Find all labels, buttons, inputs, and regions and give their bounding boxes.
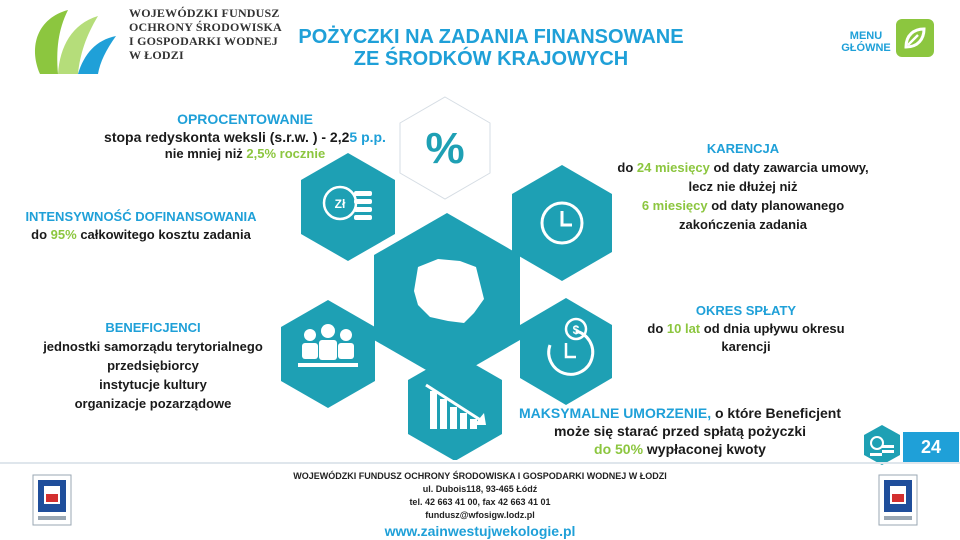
coin-stack-hex-icon (860, 423, 904, 467)
karencja-heading: KARENCJA (706, 141, 780, 156)
oprocentowanie-block (80, 110, 410, 162)
intensywnosc-line: do 95% całkowitego kosztu zadania (31, 227, 251, 242)
oprocentowanie-line2: nie mniej niż 2,5% rocznie (164, 146, 326, 161)
chart-hex (408, 353, 502, 460)
leaf-icon (896, 19, 934, 57)
org-name-logo: WOJEWÓDZKI FUNDUSZ OCHRONY ŚRODOWISKA I GOSPODARKI WODNEJ W ŁODZI (129, 6, 282, 62)
footer-phone: tel. 42 663 41 00, fax 42 663 41 01 (409, 497, 551, 507)
page-number: 24 (903, 432, 959, 462)
footer-address: ul. Dubois118, 93-465 Łódź (422, 484, 538, 494)
footer-divider (0, 462, 960, 464)
karencja-line1: do 24 miesięcy od daty zawarcia umowy, (617, 160, 869, 175)
coins-hex (301, 153, 395, 261)
beneficjenci-item: jednostki samorządu terytorialnego (43, 339, 263, 354)
karencja-line2: lecz nie dłużej niż (688, 179, 798, 194)
beneficjenci-item: instytucje kultury (99, 377, 207, 392)
karencja-line3: 6 miesięcy od daty planowanego (641, 198, 845, 213)
beneficjenci-item: przedsiębiorcy (107, 358, 199, 373)
repayment-hex (520, 298, 612, 405)
umorzenie-line1: MAKSYMALNE UMORZENIE, o które Beneficjent (518, 405, 842, 421)
left-footer-badge-icon (32, 474, 72, 526)
main-menu-label[interactable]: MENU GŁÓWNE (841, 30, 891, 54)
percent-icon: % (425, 124, 465, 173)
okres-splaty-line2: karencji (721, 339, 771, 354)
percent-hex (400, 97, 490, 199)
svg-text:$: $ (572, 323, 580, 337)
oprocentowanie-heading: OPROCENTOWANIE (177, 111, 313, 127)
wfos-leaf-logo-icon (28, 6, 120, 78)
oprocentowanie-line1: stopa redyskonta weksli (s.r.w. ) - 2,25 p.p. (104, 129, 386, 145)
right-footer-badge-icon (878, 474, 918, 526)
okres-splaty-heading: OKRES SPŁATY (695, 303, 797, 318)
beneficjenci-item: organizacje pozarządowe (74, 396, 232, 411)
page-title: POŻYCZKI NA ZADANIA FINANSOWANE ZE ŚRODKÓW KRAJOWYCH (298, 26, 684, 70)
main-menu-button[interactable] (896, 19, 934, 57)
footer (180, 470, 780, 540)
footer-email[interactable]: fundusz@wfosigw.lodz.pl (425, 510, 535, 520)
beneficjenci-block (0, 318, 306, 413)
intensywnosc-block (0, 208, 282, 243)
beneficjenci-heading: BENEFICJENCI (105, 320, 201, 335)
karencja-block (588, 139, 898, 234)
umorzenie-block (500, 404, 860, 458)
okres-splaty-block (616, 302, 876, 356)
umorzenie-line3: do 50% wypłaconej kwoty (594, 441, 766, 457)
svg-text:Zł: Zł (334, 197, 346, 211)
header-logo (0, 0, 300, 90)
umorzenie-line2: może się starać przed spłatą pożyczki (553, 423, 807, 439)
okres-splaty-line1: do 10 lat od dnia upływu okresu (647, 321, 845, 336)
footer-org: WOJEWÓDZKI FUNDUSZ OCHRONY ŚRODOWISKA I GOSPODARKI WODNEJ W ŁODZI (293, 471, 667, 481)
karencja-line4: zakończenia zadania (679, 217, 807, 232)
footer-website-link[interactable]: www.zainwestujwekologie.pl (384, 523, 576, 539)
map-hex (374, 213, 520, 382)
intensywnosc-heading: INTENSYWNOŚĆ DOFINANSOWANIA (25, 209, 257, 224)
